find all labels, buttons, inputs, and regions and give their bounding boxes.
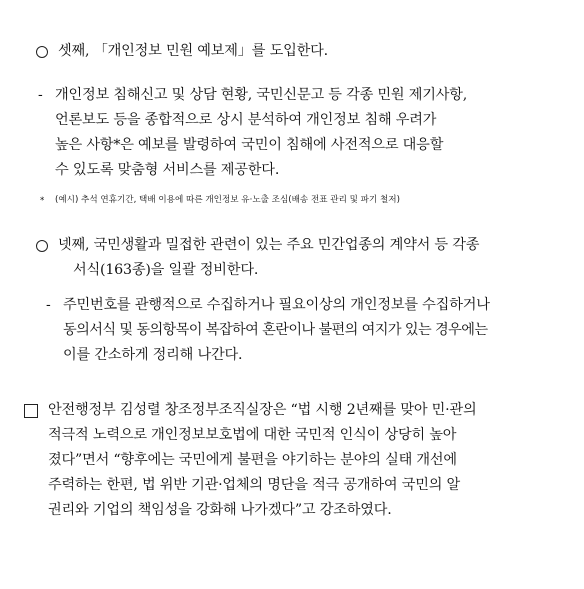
dash-bullet: -	[46, 297, 51, 313]
circle-bullet-icon	[36, 46, 48, 58]
item4-line-2: 서식(163종)을 일괄 정비한다.	[73, 262, 259, 278]
item3-detail-line-4: 수 있도록 맞춤형 서비스를 제공한다.	[55, 162, 280, 178]
item4-detail-line-1: 주민번호를 관행적으로 수집하거나 필요이상의 개인정보를 수집하거나	[63, 297, 490, 313]
closing-line-5: 권리와 기업의 책임성을 강화해 나가겠다”고 강조하였다.	[48, 502, 392, 518]
item4-detail-line-3: 이를 간소하게 정리해 나간다.	[63, 347, 243, 363]
item3-detail-line-2: 언론보도 등을 종합적으로 상시 분석하여 개인정보 침해 우려가	[55, 112, 437, 128]
item4-detail-line-2: 동의서식 및 동의항목이 복잡하여 혼란이나 불편의 여지가 있는 경우에는	[63, 322, 488, 338]
closing-line-2: 적극적 노력으로 개인정보보호법에 대한 국민적 인식이 상당히 높아	[48, 427, 457, 443]
footnote-marker: *	[40, 196, 45, 206]
closing-line-1: 안전행정부 김성렬 창조정부조직실장은 “법 시행 2년째를 맞아 민·관의	[48, 402, 477, 418]
closing-line-4: 주력하는 한편, 법 위반 기관·업체의 명단을 적극 공개하여 국민의 알	[48, 477, 461, 493]
closing-line-3: 졌다”면서 “향후에는 국민에게 불편을 야기하는 분야의 실태 개선에	[48, 452, 457, 468]
item3-detail-line-1: 개인정보 침해신고 및 상담 현황, 국민신문고 등 각종 민원 제기사항,	[55, 87, 468, 103]
item4-line-1: 넷째, 국민생활과 밀접한 관련이 있는 주요 민간업종의 계약서 등 각종	[58, 237, 480, 253]
dash-bullet: -	[38, 87, 43, 103]
circle-bullet-icon	[36, 240, 48, 252]
square-bullet-icon	[24, 404, 38, 418]
footnote-text: (예시) 추석 연휴기간, 택배 이용에 따른 개인정보 유·노출 조심(배송 전표 관리 및 파기 철저)	[55, 195, 400, 205]
item3-detail-line-3: 높은 사항*은 예보를 발령하여 국민이 침해에 사전적으로 대응할	[55, 137, 444, 153]
item3-heading: 셋째, 「개인정보 민원 예보제」를 도입한다.	[58, 43, 328, 59]
